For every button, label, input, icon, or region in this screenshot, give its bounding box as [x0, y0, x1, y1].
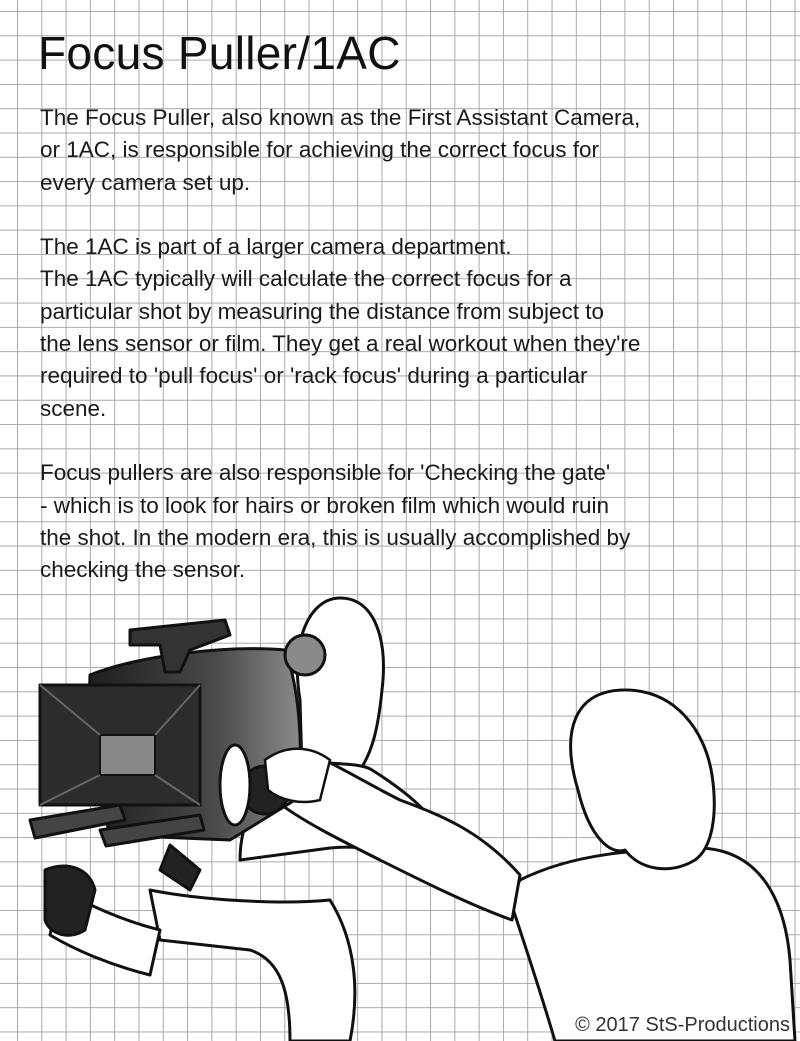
page-title: Focus Puller/1AC [38, 27, 401, 79]
text-line: Focus pullers are also responsible for 'Checking the gate' [40, 460, 611, 486]
operator-head [297, 598, 383, 770]
body-text [40, 102, 795, 619]
text-line: or 1AC, is responsible for achieving the correct focus for [40, 137, 600, 163]
text-line: checking the sensor. [40, 557, 246, 583]
text-line: particular shot by measuring the distance from subject to [40, 298, 605, 324]
text-line: required to 'pull focus' or 'rack focus' during a particular [40, 363, 588, 389]
text-line: The 1AC is part of a larger camera department. [40, 234, 512, 260]
focus-puller-head [571, 690, 715, 869]
paragraph-intro [40, 102, 795, 199]
operator-arm [150, 890, 355, 1041]
focus-ring-icon [220, 745, 250, 825]
paragraph-gate [40, 457, 795, 586]
text-line: The Focus Puller, also known as the First Assistant Camera, [40, 105, 641, 130]
focus-puller-hand [265, 749, 330, 802]
text-line: the shot. In the modern era, this is usually accomplished by [40, 524, 631, 550]
focus-puller-body [510, 848, 795, 1041]
camera-crew-illustration [0, 590, 800, 1041]
copyright-notice: © 2017 StS-Productions [575, 1014, 790, 1036]
text-line: every camera set up. [40, 169, 251, 195]
camera-grip-icon [45, 866, 95, 935]
text-line: scene. [40, 395, 107, 421]
camera-dial-icon [285, 635, 325, 675]
text-line: the lens sensor or film. They get a real workout when they're [40, 331, 641, 357]
paragraph-department [40, 231, 795, 425]
text-line: - which is to look for hairs or broken film which would ruin [40, 492, 609, 518]
text-line: The 1AC typically will calculate the correct focus for a [40, 266, 572, 292]
